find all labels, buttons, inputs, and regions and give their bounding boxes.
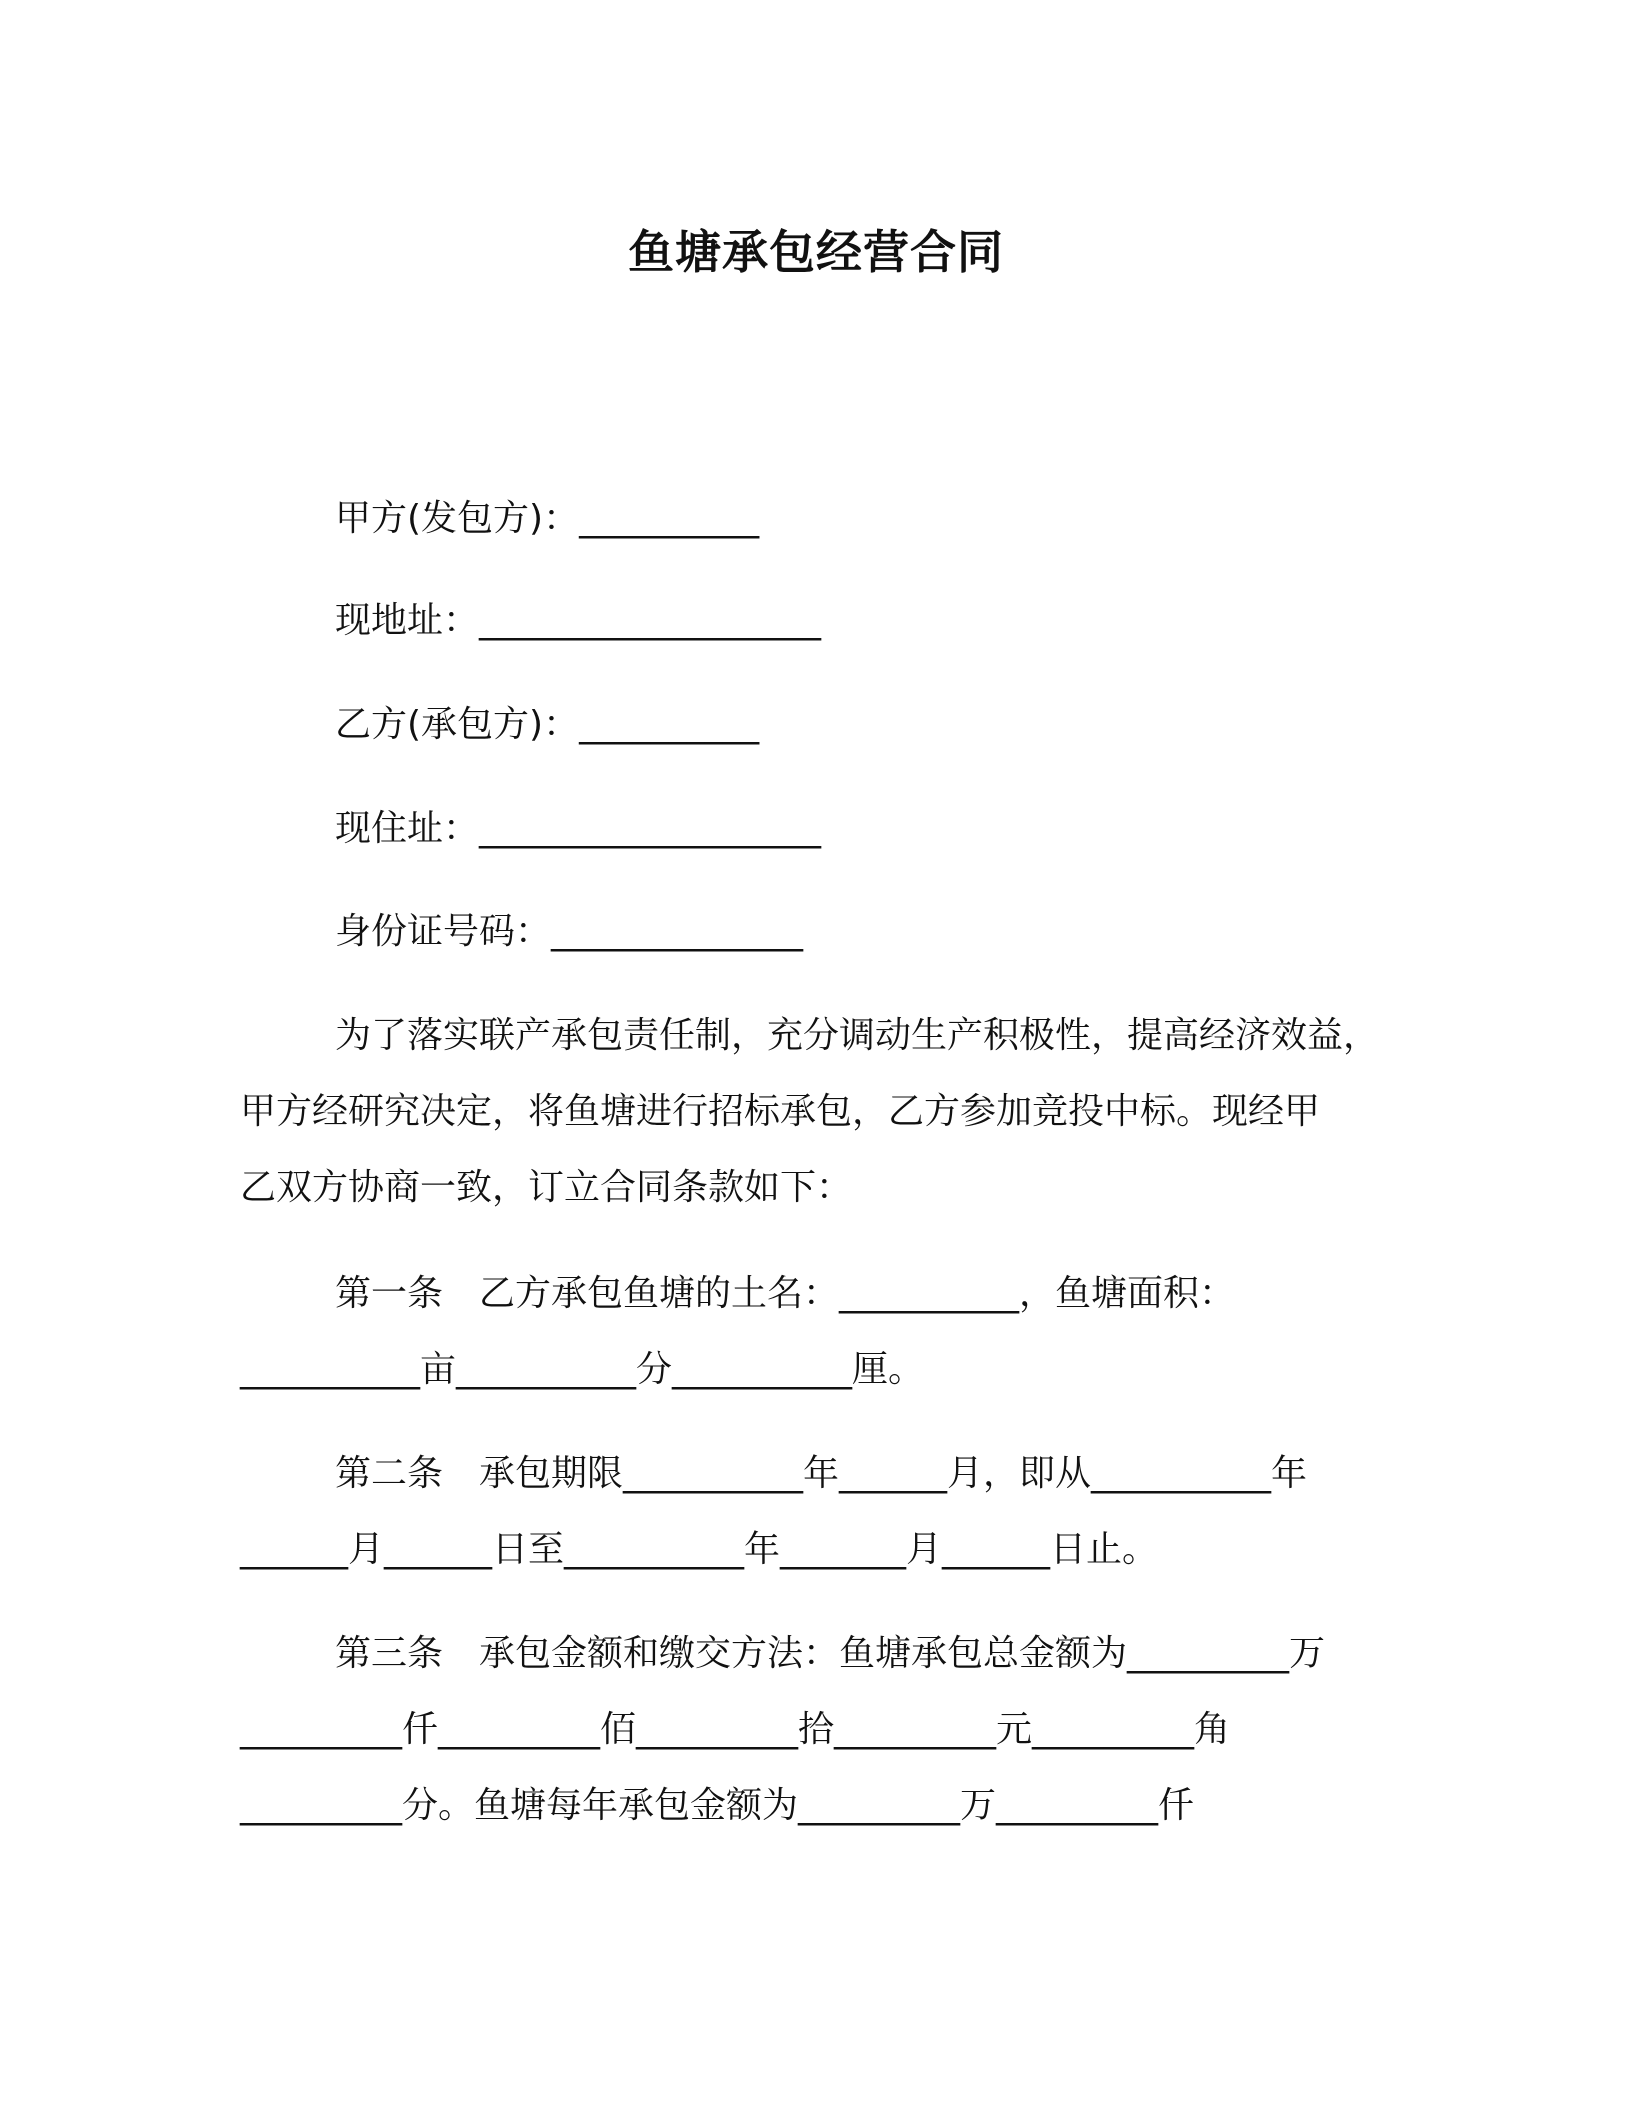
- article-3-line-2: _________仟_________佰_________拾_________元_________角: [240, 1709, 1230, 1750]
- preamble-line-2: 甲方经研究决定，将鱼塘进行招标承包，乙方参加竞投中标。现经甲: [240, 1091, 1321, 1132]
- article-3-line-1: 第三条 承包金额和缴交方法：鱼塘承包总金额为_________万: [335, 1633, 1326, 1674]
- party-a-field: 甲方(发包方)：__________: [335, 498, 760, 539]
- preamble-line-3: 乙双方协商一致，订立合同条款如下：: [240, 1167, 853, 1208]
- preamble-line-1: 为了落实联产承包责任制，充分调动生产积极性，提高经济效益，: [335, 1015, 1380, 1056]
- article-3-line-3: _________分。鱼塘每年承包金额为_________万_________仟: [240, 1785, 1195, 1826]
- article-1-line-1: 第一条 乙方承包鱼塘的土名：__________，鱼塘面积：: [335, 1273, 1236, 1314]
- document-title: 鱼塘承包经营合同: [628, 225, 1004, 279]
- article-1-line-2: __________亩__________分__________厘。: [240, 1349, 924, 1390]
- party-b-address-field: 现住址：___________________: [335, 808, 822, 849]
- article-2-line-1: 第二条 承包期限__________年______月，即从__________年: [335, 1453, 1308, 1494]
- article-2-line-2: ______月______日至__________年_______月______日止。: [240, 1529, 1159, 1570]
- id-number-field: 身份证号码：______________: [335, 911, 804, 952]
- party-b-field: 乙方(承包方)：__________: [335, 704, 760, 745]
- party-a-address-field: 现地址：___________________: [335, 600, 822, 641]
